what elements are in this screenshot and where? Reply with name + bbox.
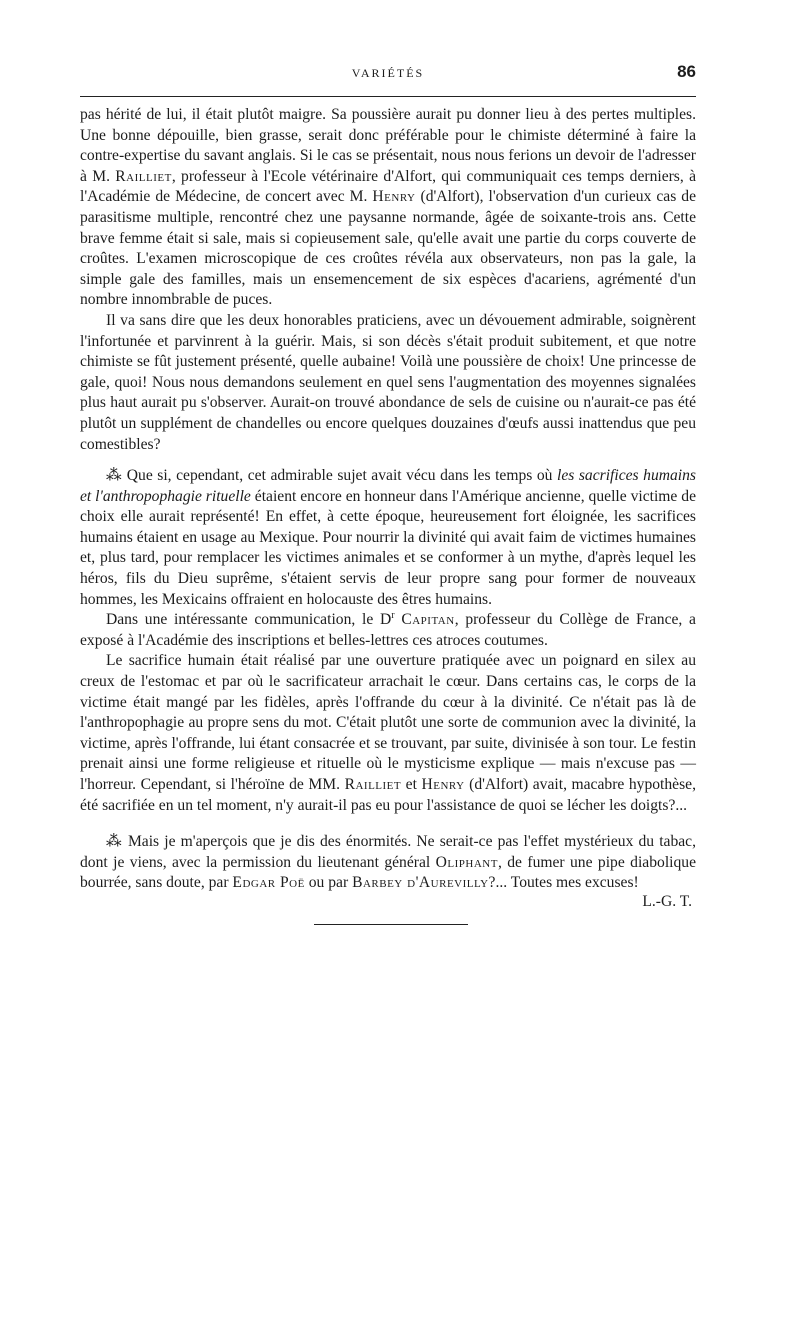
paragraph-4: Dans une intéressante communication, le $D^r$ Capitan, professeur du Collège de France, a exposé à l'Académie des inscriptions et belles-lettres ces atroces coutumes. [80, 610, 696, 649]
paragraph-3: ⁂ Que si, cependant, cet admirable sujet avait vécu dans les temps où les sacrifices humains et l'anthropophagie rituelle étaient encore en honneur dans l'Amérique ancienne, quelle victime de choix elle aurait représenté! En effet, à cette époque, heureusement fort éloignée, les sacrifices humains étaient en usage au Mexique. Pour nourrir la divinité qui avait faim de victimes humaines et, plus tard, pour remplacer les victimes animales et se conformer à un mythe, d'après lequel les héros, fils du Dieu suprême, s'étaient servis de leur propre sang pour former de nouveaux hommes, les Mexicains offraient en holocauste des êtres humains. [80, 467, 696, 608]
paragraph-2: Il va sans dire que les deux honorables praticiens, avec un dévouement admirable, soignèrent l'infortunée et parvinrent à la guérir. Mais, si son décès s'était produit subitement, et que notre chimiste se fût justement présenté, quelle aubaine! Voilà une poussière de choix! Une princesse de gale, quoi! Nous nous demandons seulement en quel sens l'augmentation des moyennes signalées plus haut aurait pu s'observer. Aurait-on trouvé abondance de sels de cuisine ou n'aurait-ce pas été plutôt un supplément de chandelles ou encore quelques douzaines d'œufs aussi inattendus que peu comestibles? [80, 311, 696, 453]
author-name: Railliet [115, 167, 172, 185]
paragraph-5: Le sacrifice humain était réalisé par une ouverture pratiquée avec un poignard en silex au creux de l'estomac et par où le sacrificateur arrachait le cœur. Dans certains cas, le corps de la victime était mangé par les fidèles, après l'offrande du cœur à la divinité. Ce n'était pas là de l'anthropophagie au propre sens du mot. C'était plutôt une sorte de communion avec la divinité, la victime, après l'offrande, lui étant consacrée et se trouvant, par suite, divinisée à son tour. Le festin prenait ainsi une forme religieuse et rituelle où le mysticisme explique — mais n'excuse pas — l'horreur. Cependant, si l'héroïne de MM. Railliet et Henry (d'Alfort) avait, macabre hypothèse, été sacrifiée en un tel moment, n'y aurait-il pas eu pour l'assistance de quoi se lécher les doigts?... [80, 652, 696, 814]
paragraph-6: ⁂ Mais je m'aperçois que je dis des énormités. Ne serait-ce pas l'effet mystérieux du tabac, dont je viens, avec la permission du lieutenant général Oliphant, de fumer une pipe diabolique bourrée, sans doute, par Edgar Poë ou par Barbey d'Aurevilly?... Toutes mes excuses! [80, 833, 697, 892]
author-name: Henry [421, 776, 465, 793]
author-name: Barbey d'Aurevilly [352, 874, 489, 892]
body-text [80, 105, 696, 894]
page-number: 86 [677, 62, 696, 81]
header-rule [80, 96, 696, 97]
closing-rule [314, 924, 468, 925]
author-signature: L.-G. T. [642, 892, 692, 910]
page-header [80, 62, 696, 88]
paragraph-1: pas hérité de lui, il était plutôt maigre. Sa poussière aurait pu donner lieu à des pertes multiples. Une bonne dépouille, bien grasse, serait donc préférable pour le chimiste déterminé à faire la contre-expertise du savant anglais. Si le cas se présentait, nous nous ferions un devoir de l'adresser à M. Railliet, professeur à l'Ecole vétérinaire d'Alfort, qui communiquait ces temps derniers, à l'Académie de Médecine, de concert avec M. Henry (d'Alfort), l'observation d'un curieux cas de parasitisme multiple, rencontré chez une paysanne normande, âgée de soixante-trois ans. Cette brave femme était si sale, mais si copieusement sale, qu'elle avait une partie du corps couverte de croûtes. L'examen microscopique de ces croûtes révéla aux observateurs, non pas la gale, la simple gale des familles, mais un ensemencement de six espèces d'acariens, agrémenté d'un nombre innombrable de puces. [80, 106, 697, 309]
author-name: Henry [372, 188, 416, 206]
document-page [80, 62, 696, 925]
author-name: Edgar Poë [232, 874, 305, 892]
running-title: VARIÉTÉS [351, 66, 425, 80]
author-name: Capitan [401, 611, 455, 629]
author-name: Railliet [344, 776, 402, 793]
italic-phrase: les sacrifices humains et l'anthropophagie rituelle [80, 467, 696, 505]
author-name: Oliphant [435, 853, 498, 871]
